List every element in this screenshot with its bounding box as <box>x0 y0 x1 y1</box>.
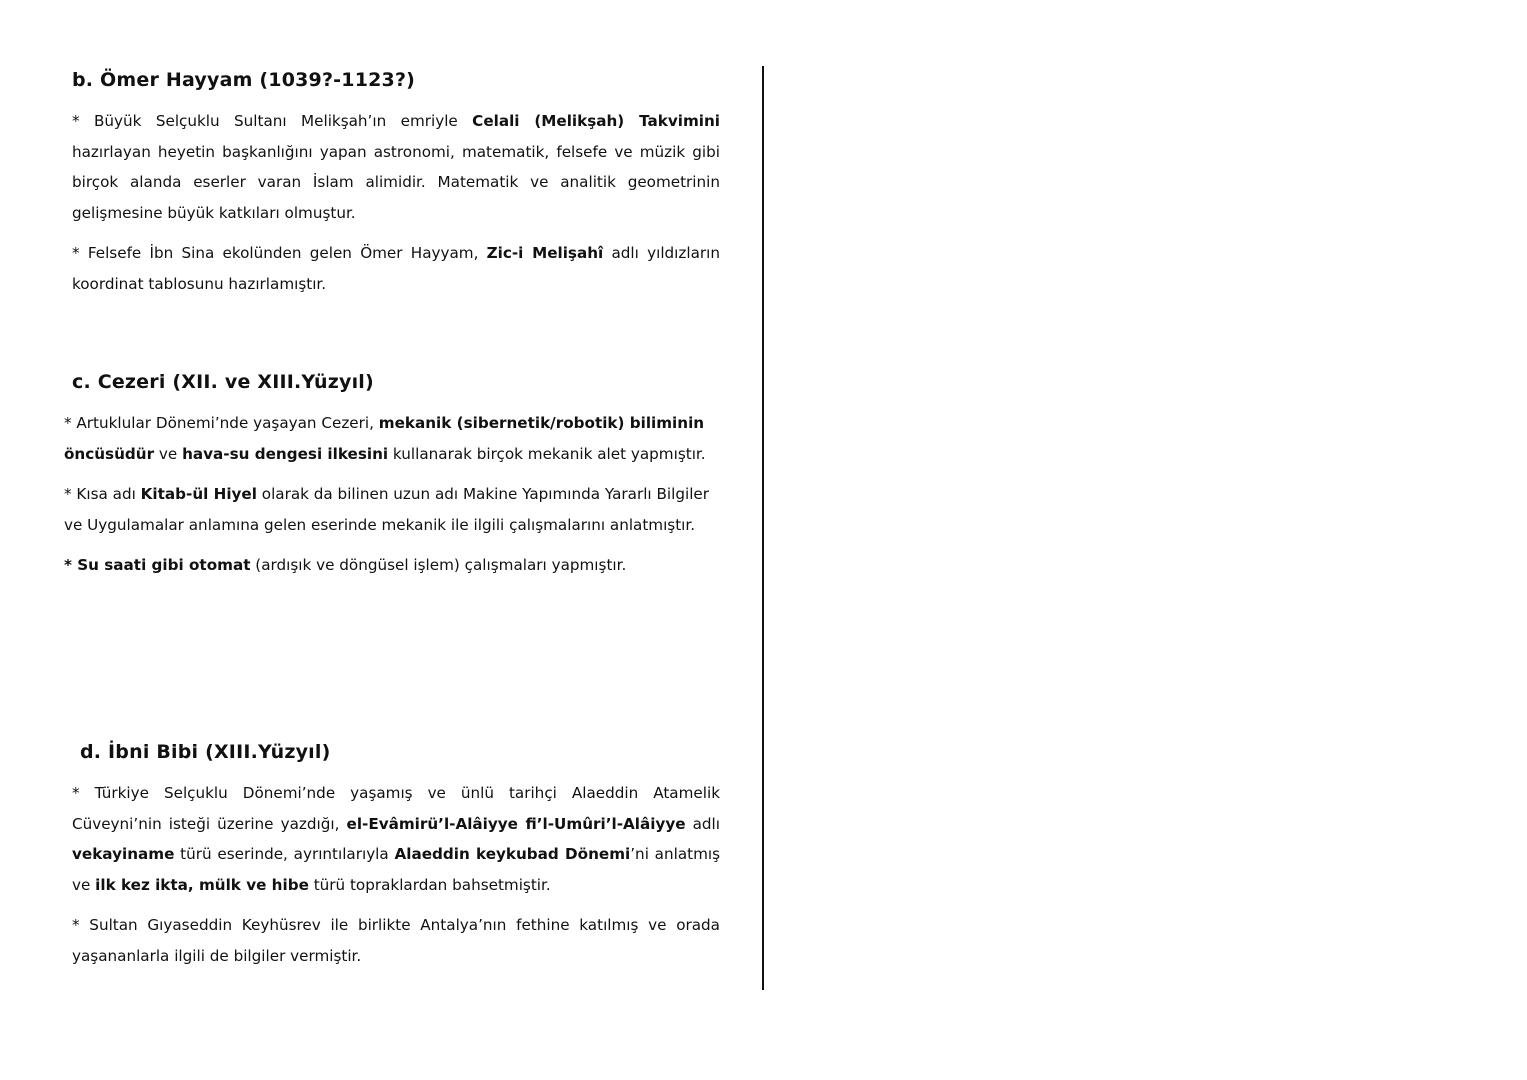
section-heading: c. Cezeri (XII. ve XIII.Yüzyıl) <box>72 371 374 393</box>
text-run: hazırlayan heyetin başkanlığını yapan astronomi, matematik, felsefe ve müzik gibi birçok alanda eserler varan İslam alimidir. Matematik ve analitik geometrinin gelişmesine büyük katkıları olmuştur. <box>72 142 720 222</box>
bold-text: el-Evâmirü’l-Alâiyye fi’l-Umûri’l-Alâiyye <box>346 814 686 833</box>
text-run: (ardışık ve döngüsel işlem) çalışmaları yapmıştır. <box>250 556 627 574</box>
paragraph <box>72 106 720 228</box>
section-ibni-bibi <box>72 738 720 981</box>
text-run: ’ni anlatmış ve <box>72 845 721 894</box>
bold-text: Kitab-ül Hiyel <box>140 485 257 503</box>
bold-text: vekayiname <box>72 845 175 863</box>
text-run: kullanarak birçok mekanik alet yapmıştır. <box>388 444 706 463</box>
paragraph <box>72 238 720 299</box>
section-omer-hayyam <box>72 66 720 309</box>
text-run: olarak da bilinen uzun adı Makine Yapımında Yararlı Bilgiler ve Uygulamalar anlamına gelen eserinde mekanik ile ilgili çalışmalarını anlatmıştır. <box>64 485 710 534</box>
text-run: * Artuklular Dönemi’nde yaşayan Cezeri, <box>64 414 379 432</box>
text-run: türü eserinde, ayrıntılarıyla <box>174 845 395 863</box>
bold-text: mekanik (sibernetik/robotik) biliminin öncüsüdür <box>64 414 705 463</box>
text-run: ve <box>154 444 183 463</box>
section-heading: b. Ömer Hayyam (1039?-1123?) <box>72 69 416 91</box>
text-run: adlı yıldızların koordinat tablosunu hazırlamıştır. <box>72 244 720 293</box>
bold-text: Alaeddin keykubad Dönemi <box>394 845 631 863</box>
paragraph <box>72 910 720 971</box>
section-heading: d. İbni Bibi (XIII.Yüzyıl) <box>80 741 331 763</box>
text-run: * Büyük Selçuklu Sultanı Melikşah’ın emriyle <box>72 112 473 130</box>
paragraph <box>64 408 730 469</box>
bold-text: ilk kez ikta, mülk ve hibe <box>95 875 309 894</box>
bold-text: * Su saati gibi otomat <box>64 556 251 574</box>
text-run: adlı <box>685 814 720 833</box>
text-run: * Sultan Gıyaseddin Keyhüsrev ile birlikte Antalya’nın fethine katılmış ve orada yaşananlarla ilgili de bilgiler vermiştir. <box>72 916 720 965</box>
paragraph <box>72 778 720 900</box>
column-divider <box>762 66 764 990</box>
text-run: * Felsefe İbn Sina ekolünden gelen Ömer Hayyam, <box>72 244 487 262</box>
section-cezeri <box>64 368 730 591</box>
bold-text: hava-su dengesi ilkesini <box>182 444 389 463</box>
text-run: * Türkiye Selçuklu Dönemi’nde yaşamış ve ünlü tarihçi Alaeddin Atamelik Cüveyni’nin isteği üzerine yazdığı, <box>72 784 720 833</box>
text-run: * Kısa adı <box>64 485 141 503</box>
bold-text: Zic-i Melişahî <box>486 244 604 262</box>
paragraph <box>64 479 730 540</box>
paragraph <box>64 550 730 581</box>
text-run: türü topraklardan bahsetmiştir. <box>308 875 551 894</box>
bold-text: Celali (Melikşah) Takvimini <box>472 112 721 130</box>
